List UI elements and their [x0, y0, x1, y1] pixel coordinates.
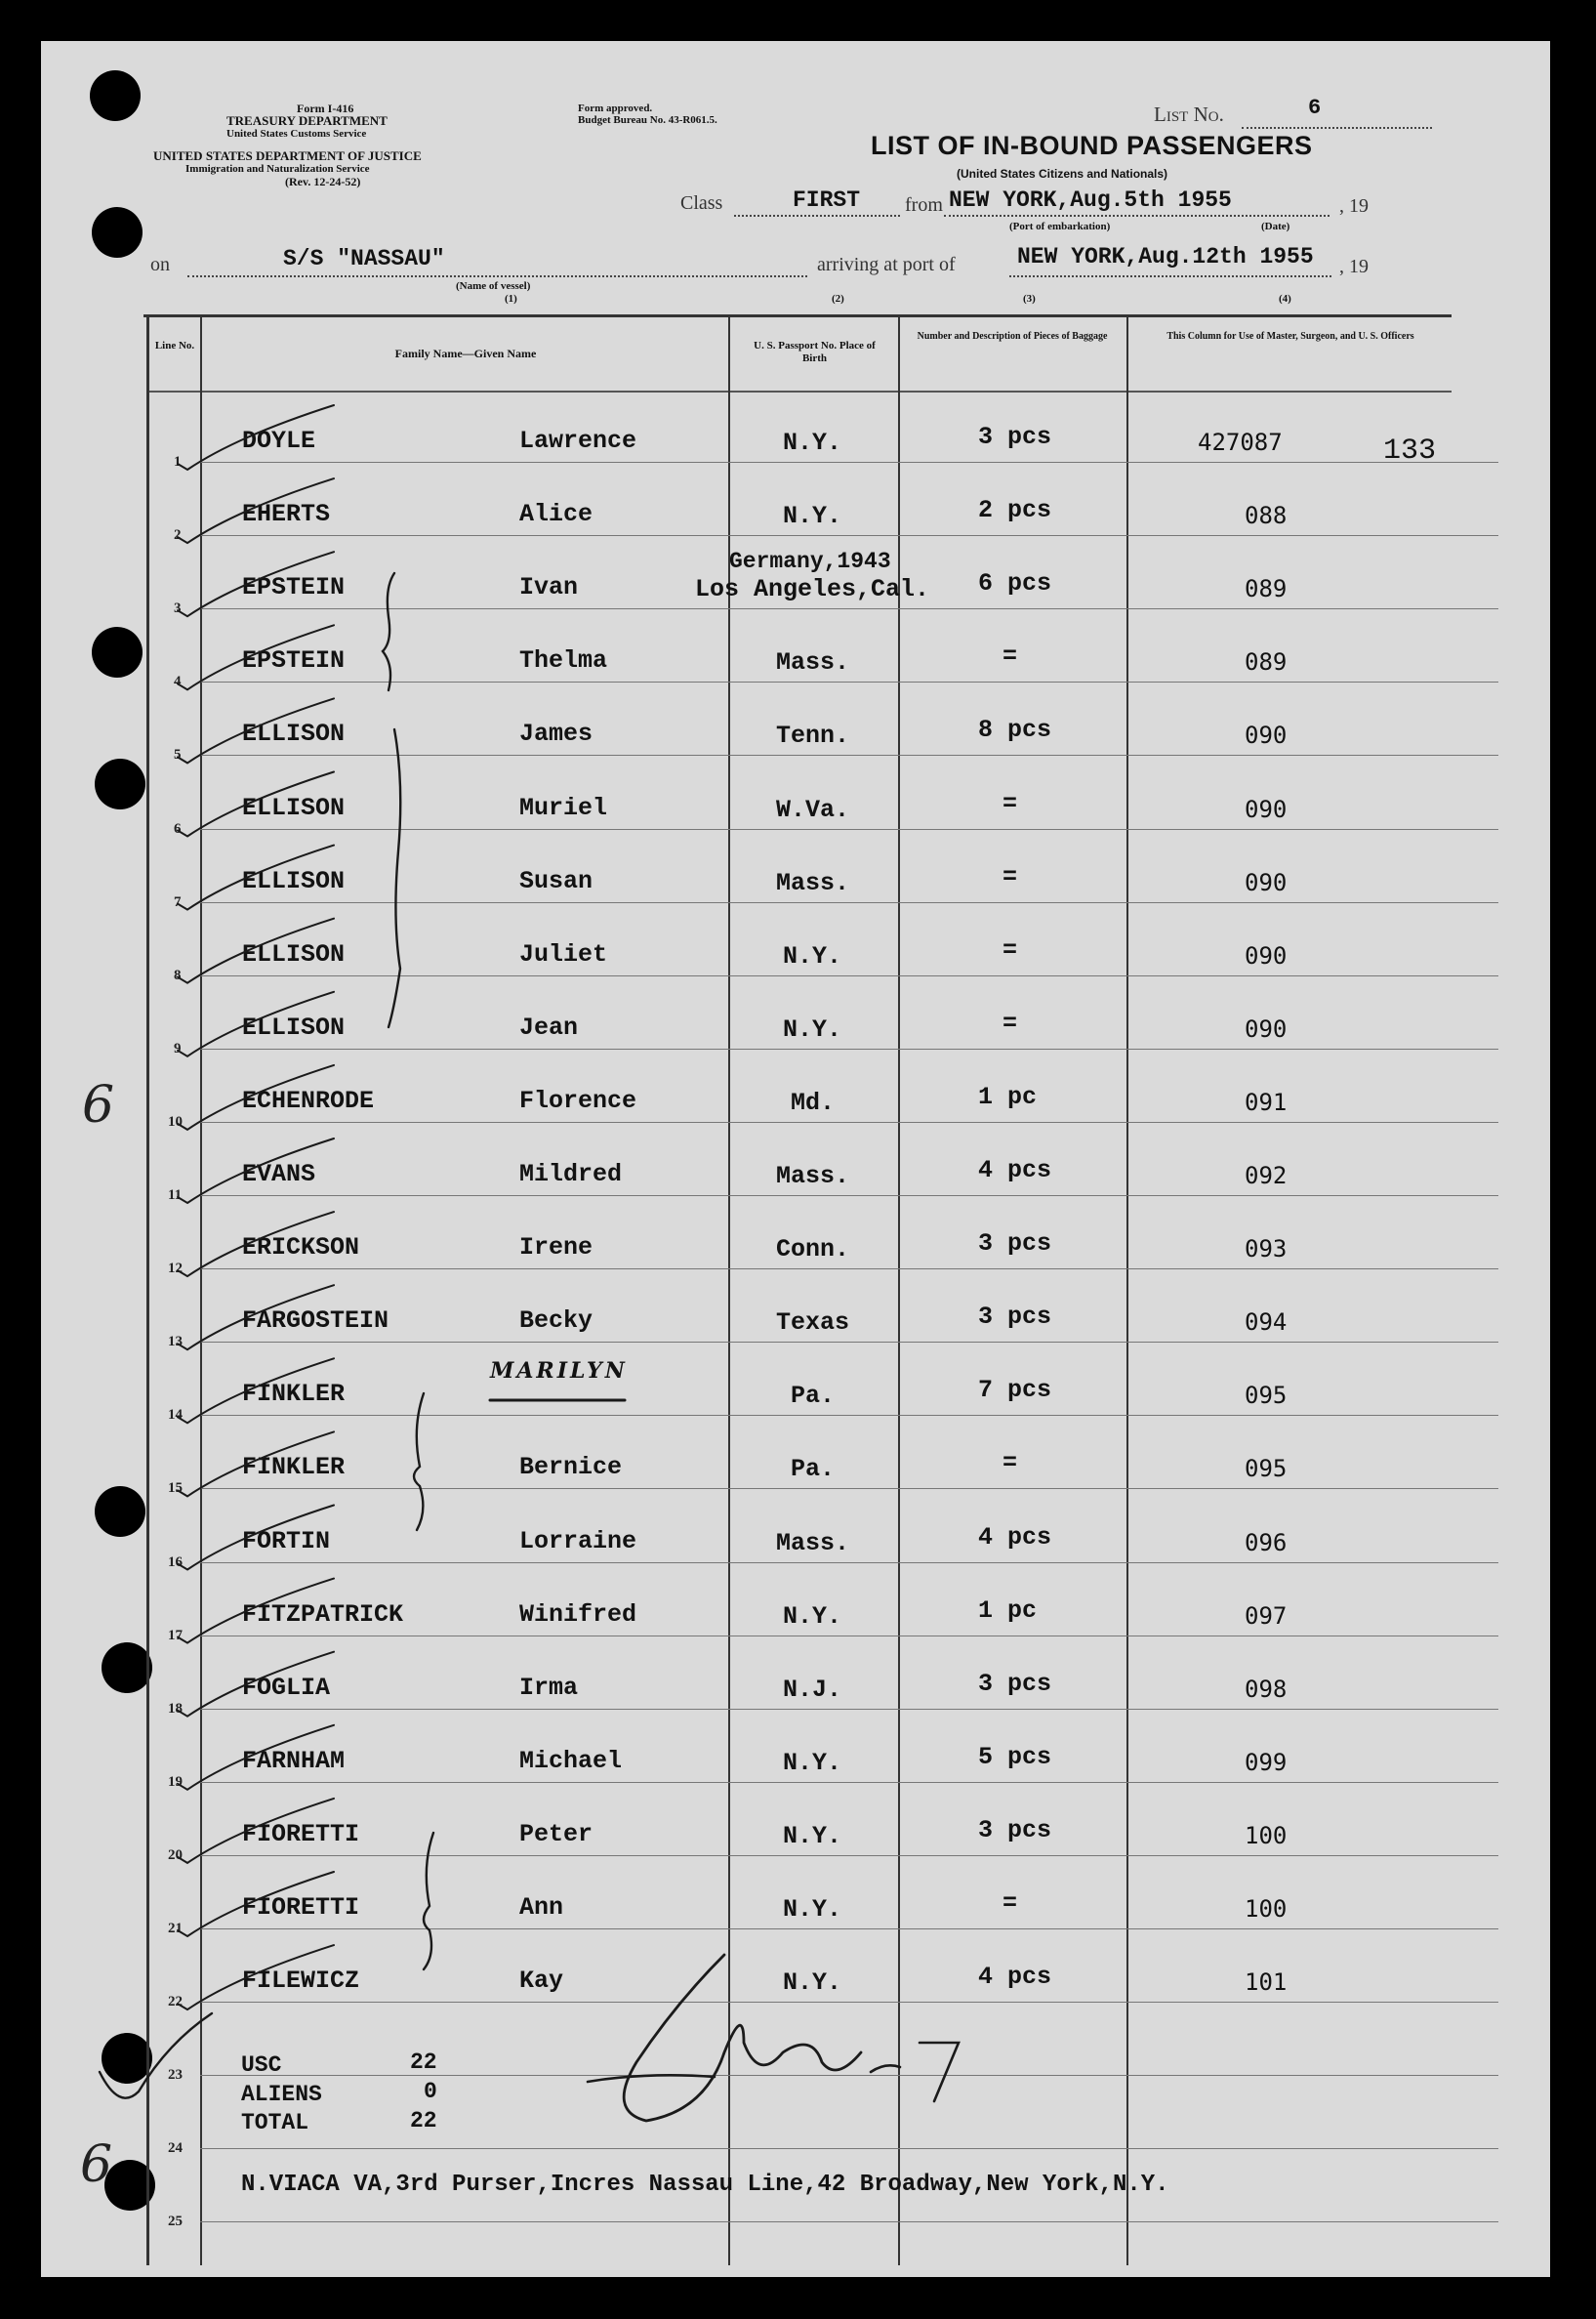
baggage: 7 pcs [978, 1376, 1052, 1405]
place-of-birth: N.Y. [783, 502, 842, 531]
officer-entry: 100 [1245, 1821, 1288, 1849]
officer-entry: 090 [1245, 868, 1288, 896]
line-number: 7 [174, 893, 182, 910]
officer-entry: 093 [1245, 1235, 1288, 1263]
officer-entry: 091 [1245, 1088, 1288, 1116]
baggage: 6 pcs [978, 569, 1052, 599]
check-mark [178, 478, 334, 543]
total-value: 22 [410, 2108, 437, 2133]
given-name: Mildred [519, 1160, 623, 1188]
place-of-birth: Mass. [776, 1162, 850, 1190]
check-mark [178, 1652, 334, 1717]
header-officers: This Column for Use of Master, Surgeon, and U. S. Officers [1166, 331, 1414, 342]
line-number: 15 [168, 1480, 183, 1497]
place-of-birth: Mass. [776, 868, 850, 897]
customs-service: United States Customs Service [226, 128, 367, 140]
check-mark [178, 1139, 334, 1203]
check-mark [178, 772, 334, 837]
treasury-dept: TREASURY DEPARTMENT [226, 113, 388, 128]
officer-entry: 101 [1245, 1968, 1288, 1997]
check-mark [178, 1579, 334, 1643]
family-name: ELLISON [242, 1013, 346, 1042]
place-of-birth: N.J. [783, 1675, 842, 1704]
line-number: 3 [174, 600, 182, 617]
list-number-label: List No. [1154, 103, 1224, 126]
form-number: Form I-416 [297, 102, 354, 115]
family-brace [414, 1393, 424, 1530]
line-number: 18 [168, 1700, 183, 1717]
check-mark [178, 1506, 334, 1570]
line-number: 19 [168, 1773, 183, 1790]
form-approved: Form approved. [578, 103, 653, 114]
given-name: MARILYN [490, 1358, 628, 1385]
officer-entry: 089 [1245, 575, 1288, 603]
officer-entry: 095 [1245, 1382, 1288, 1410]
vessel-name: S/S "NASSAU" [283, 246, 445, 271]
column-caption-1: (1) [505, 293, 517, 305]
given-name: Irma [519, 1673, 579, 1702]
check-mark [178, 1945, 334, 2009]
on-label: on [150, 254, 170, 275]
aliens-label: ALIENS [241, 2082, 322, 2107]
family-brace [424, 1833, 433, 1969]
baggage: 2 pcs [978, 496, 1052, 525]
officer-entry: 094 [1245, 1308, 1288, 1337]
year-suffix-1: , 19 [1339, 195, 1369, 217]
place-of-birth: Texas [776, 1308, 850, 1338]
check-mark [178, 625, 334, 689]
place-of-birth: N.Y. [783, 1748, 842, 1777]
line-number: 25 [168, 2214, 183, 2230]
place-of-birth: Tenn. [776, 722, 850, 751]
line-number: 17 [168, 1627, 183, 1643]
family-name: FITZPATRICK [242, 1599, 404, 1629]
family-name: FARGOSTEIN [242, 1306, 389, 1336]
check-mark [178, 1358, 334, 1423]
line-number: 1 [174, 454, 182, 470]
year-suffix-2: , 19 [1339, 256, 1369, 277]
place-of-birth: N.Y. [783, 1601, 842, 1631]
check-mark [178, 1725, 334, 1790]
given-name: Lawrence [519, 427, 637, 455]
baggage: = [1003, 935, 1018, 965]
from-value: NEW YORK,Aug.5th 1955 [949, 187, 1232, 213]
baggage: 3 pcs [978, 1669, 1052, 1698]
given-name: Florence [519, 1086, 637, 1115]
place-of-birth: Mass. [776, 648, 850, 678]
place-of-birth: N.Y. [783, 1015, 842, 1044]
justice-dept: UNITED STATES DEPARTMENT OF JUSTICE [153, 148, 422, 163]
baggage: 3 pcs [978, 1303, 1052, 1332]
baggage: 1 pc [978, 1082, 1038, 1111]
officer-entry: 427087 [1198, 429, 1283, 456]
given-name: James [519, 720, 593, 749]
check-mark [178, 698, 334, 763]
line-number: 4 [174, 674, 182, 690]
baggage: 4 pcs [978, 1522, 1052, 1552]
officer-entry: 090 [1245, 941, 1288, 970]
family-name: FINKLER [242, 1453, 346, 1482]
given-name: Lorraine [519, 1526, 637, 1555]
budget-bureau: Budget Bureau No. 43-R061.5. [578, 114, 717, 126]
list-number-value: 6 [1308, 96, 1322, 120]
check-mark [178, 919, 334, 983]
family-name: FILEWICZ [242, 1967, 360, 1996]
signature [624, 1955, 861, 2121]
form-title: LIST OF IN-BOUND PASSENGERS [871, 131, 1313, 160]
column-caption-2: (2) [832, 293, 844, 305]
check-mark [178, 1285, 334, 1349]
check-mark [178, 1431, 334, 1496]
family-name: ERICKSON [242, 1233, 360, 1263]
family-brace [389, 729, 400, 1027]
margin-mark-6-bottom: 6 [80, 2135, 113, 2194]
family-name: ELLISON [242, 720, 346, 749]
baggage: 1 pc [978, 1595, 1038, 1625]
place-of-birth: N.Y. [783, 941, 842, 971]
place-of-birth: Conn. [776, 1235, 850, 1264]
place-of-birth: Md. [791, 1088, 836, 1117]
line-number: 2 [174, 527, 182, 544]
officer-entry: 096 [1245, 1528, 1288, 1556]
usc-value: 22 [410, 2050, 437, 2075]
line-number: 16 [168, 1553, 183, 1570]
baggage: = [1003, 1889, 1018, 1918]
ins-service: Immigration and Naturalization Service [185, 163, 370, 175]
place-of-birth: W.Va. [776, 795, 850, 824]
place-of-birth: Pa. [791, 1382, 836, 1411]
officer-entry: 099 [1245, 1748, 1288, 1776]
check-mark [178, 846, 334, 910]
margin-check [100, 2013, 212, 2098]
line-number: 20 [168, 1846, 183, 1863]
baggage: 3 pcs [978, 1229, 1052, 1259]
baggage: = [1003, 789, 1018, 818]
place-of-birth: Los Angeles,Cal. [695, 575, 930, 604]
officer-entry: 090 [1245, 795, 1288, 823]
baggage: 5 pcs [978, 1742, 1052, 1771]
officer-entry: 089 [1245, 648, 1288, 677]
header-passport: U. S. Passport No. Place of Birth [754, 340, 876, 364]
family-name: EPSTEIN [242, 646, 346, 676]
arriving-value: NEW YORK,Aug.12th 1955 [1017, 244, 1314, 269]
officer-entry: 095 [1245, 1455, 1288, 1483]
aliens-value: 0 [424, 2079, 437, 2104]
given-name: Winifred [519, 1599, 637, 1629]
family-name: FARNHAM [242, 1746, 346, 1775]
document-page [41, 41, 1550, 2277]
line-number: 21 [168, 1921, 183, 1936]
baggage: = [1003, 1449, 1018, 1478]
line-number: 6 [174, 820, 182, 837]
vessel-caption: (Name of vessel) [456, 280, 531, 292]
place-of-birth: N.Y. [783, 429, 842, 457]
baggage: 4 pcs [978, 1963, 1052, 1992]
family-name: FOGLIA [242, 1673, 331, 1702]
officer-entry: 097 [1245, 1601, 1288, 1630]
check-mark [178, 552, 334, 616]
given-name: Muriel [519, 793, 608, 822]
given-name: Peter [519, 1819, 593, 1848]
officer-entry: 098 [1245, 1675, 1288, 1703]
class-value: FIRST [793, 187, 861, 213]
family-name: EPSTEIN [242, 573, 346, 602]
family-name: FIORETTI [242, 1819, 360, 1848]
given-name: Bernice [519, 1453, 623, 1482]
place-of-birth: N.Y. [783, 1895, 842, 1924]
margin-mark-6: 6 [82, 1076, 115, 1135]
family-name: FINKLER [242, 1380, 346, 1409]
baggage: = [1003, 642, 1018, 672]
header-name: Family Name—Given Name [394, 347, 537, 360]
given-name: Thelma [519, 646, 608, 676]
form-subtitle: (United States Citizens and Nationals) [957, 167, 1168, 181]
usc-label: USC [241, 2052, 282, 2078]
port-caption: (Port of embarkation) [1009, 221, 1111, 232]
line-number: 22 [168, 1994, 183, 2010]
given-name: Ann [519, 1893, 564, 1922]
baggage: = [1003, 862, 1018, 891]
given-name: Kay [519, 1967, 564, 1996]
family-name: ECHENRODE [242, 1086, 375, 1115]
baggage: 3 pcs [978, 423, 1052, 451]
given-name: Michael [519, 1746, 623, 1775]
place-of-birth: N.Y. [783, 1968, 842, 1998]
line-number: 8 [174, 967, 182, 983]
header-baggage: Number and Description of Pieces of Baggage [917, 331, 1108, 342]
check-mark [178, 405, 334, 470]
line-number: 10 [168, 1113, 183, 1130]
family-name: ELLISON [242, 866, 346, 895]
family-brace [383, 573, 394, 690]
line-number: 14 [168, 1407, 183, 1424]
family-name: FIORETTI [242, 1893, 360, 1922]
given-name: Juliet [519, 939, 608, 969]
line-number: 13 [168, 1334, 183, 1350]
place-of-birth: N.Y. [783, 1821, 842, 1850]
officer-entry: 090 [1245, 1015, 1288, 1043]
baggage: 3 pcs [978, 1815, 1052, 1844]
given-name: Susan [519, 866, 593, 895]
given-name: Alice [519, 500, 593, 529]
column-caption-4: (4) [1279, 293, 1291, 305]
given-name: Ivan [519, 573, 579, 602]
from-label: from [905, 194, 943, 216]
line-number: 9 [174, 1040, 182, 1056]
header-line-no: Line No. [154, 340, 195, 352]
total-label: TOTAL [241, 2110, 309, 2135]
line-number: 24 [168, 2140, 183, 2157]
family-name: ELLISON [242, 793, 346, 822]
check-mark [178, 1065, 334, 1130]
baggage: = [1003, 1009, 1018, 1038]
family-name: DOYLE [242, 427, 316, 455]
row-1-extra-number: 133 [1383, 435, 1437, 468]
officer-entry: 088 [1245, 502, 1288, 530]
officer-entry: 092 [1245, 1162, 1288, 1189]
revision: (Rev. 12-24-52) [285, 175, 361, 188]
purser-footer: N.VIACA VA,3rd Purser,Incres Nassau Line,42 Broadway,New York,N.Y. [241, 2172, 1169, 2198]
given-name: Irene [519, 1233, 593, 1263]
check-mark [178, 992, 334, 1056]
date-caption: (Date) [1261, 221, 1290, 232]
family-name: FORTIN [242, 1526, 331, 1555]
row-3-birth-above: Germany,1943 [729, 549, 891, 574]
check-mark [178, 1212, 334, 1276]
arriving-label: arriving at port of [817, 254, 956, 275]
given-name: Jean [519, 1013, 579, 1042]
check-mark [178, 1799, 334, 1863]
family-name: ELLISON [242, 939, 346, 969]
baggage: 4 pcs [978, 1156, 1052, 1184]
class-label: Class [680, 192, 723, 214]
line-number: 23 [168, 2067, 183, 2084]
baggage: 8 pcs [978, 716, 1052, 745]
line-number: 11 [168, 1187, 183, 1203]
place-of-birth: Mass. [776, 1528, 850, 1557]
line-number: 12 [168, 1261, 183, 1277]
family-name: EHERTS [242, 500, 331, 529]
given-name: Becky [519, 1306, 593, 1336]
line-number: 5 [174, 747, 182, 764]
column-caption-3: (3) [1023, 293, 1036, 305]
family-name: EVANS [242, 1160, 316, 1188]
officer-entry: 090 [1245, 722, 1288, 750]
officer-entry: 100 [1245, 1895, 1288, 1923]
handwritten-marks [41, 41, 1550, 2277]
check-mark [178, 1872, 334, 1936]
place-of-birth: Pa. [791, 1455, 836, 1484]
